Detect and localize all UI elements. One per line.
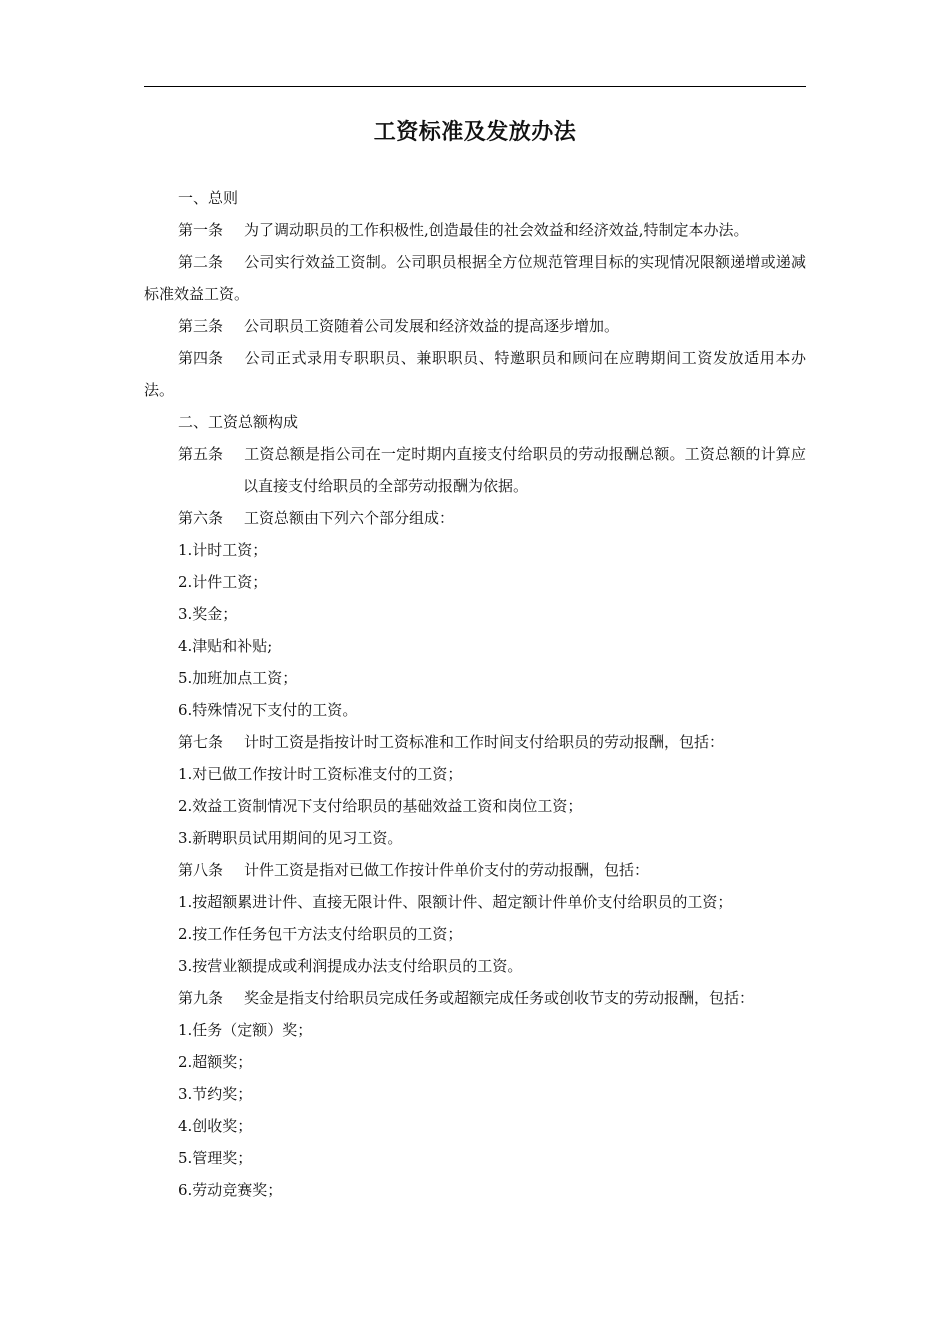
article-1: 第一条 为了调动职员的工作积极性,创造最佳的社会效益和经济效益,特制定本办法。	[144, 214, 806, 246]
header-rule	[144, 86, 806, 87]
document-body	[144, 182, 806, 1206]
list-item: 2.超额奖；	[178, 1053, 253, 1071]
article-6: 第六条 工资总额由下列六个部分组成：	[144, 502, 806, 534]
list-item: 1.按超额累进计件、直接无限计件、限额计件、超定额计件单价支付给职员的工资；	[178, 893, 733, 911]
list-item: 4.津贴和补贴;	[178, 637, 273, 655]
article-number: 第九条	[178, 989, 224, 1007]
article-2: 第二条 公司实行效益工资制。公司职员根据全方位规范管理目标的实现情况限额递增或递减标准效益工资。	[144, 246, 806, 310]
article-number: 第八条	[178, 861, 224, 879]
list-item: 3.奖金；	[178, 605, 238, 623]
list-item: 6.特殊情况下支付的工资。	[178, 701, 358, 719]
section-heading: 二、工资总额构成	[178, 413, 299, 431]
article-3: 第三条 公司职员工资随着公司发展和经济效益的提高逐步增加。	[144, 310, 806, 342]
list-item: 2.计件工资；	[178, 573, 268, 591]
list-item: 4.创收奖；	[178, 1117, 253, 1135]
article-5: 第五条 工资总额是指公司在一定时期内直接支付给职员的劳动报酬总额。工资总额的计算应以直接支付给职员的全部劳动报酬为依据。	[144, 438, 806, 502]
article-number: 第五条	[178, 445, 224, 463]
article-7: 第七条 计时工资是指按计时工资标准和工作时间支付给职员的劳动报酬，包括：	[144, 726, 806, 758]
article-4: 第四条 公司正式录用专职职员、兼职职员、特邀职员和顾问在应聘期间工资发放适用本办法。	[144, 342, 806, 406]
article-number: 第二条	[178, 253, 224, 271]
list-item: 1.计时工资；	[178, 541, 268, 559]
article-number: 第六条	[178, 509, 224, 527]
article-number: 第四条	[178, 349, 224, 367]
article-number: 第七条	[178, 733, 224, 751]
list-item: 1.任务（定额）奖；	[178, 1021, 313, 1039]
document-title: 工资标准及发放办法	[373, 119, 577, 145]
list-item: 2.按工作任务包干方法支付给职员的工资；	[178, 925, 463, 943]
list-item: 1.对已做工作按计时工资标准支付的工资；	[178, 765, 463, 783]
list-item: 5.加班加点工资；	[178, 669, 298, 687]
section-heading: 一、总则	[178, 189, 239, 207]
list-item: 5.管理奖；	[178, 1149, 253, 1167]
article-number: 第一条	[178, 221, 224, 239]
list-item: 6.劳动竞赛奖；	[178, 1181, 283, 1199]
article-9: 第九条 奖金是指支付给职员完成任务或超额完成任务或创收节支的劳动报酬，包括：	[144, 982, 806, 1014]
list-item: 3.节约奖；	[178, 1085, 253, 1103]
list-item: 3.新聘职员试用期间的见习工资。	[178, 829, 403, 847]
article-number: 第三条	[178, 317, 224, 335]
article-8: 第八条 计件工资是指对已做工作按计件单价支付的劳动报酬，包括：	[144, 854, 806, 886]
list-item: 2.效益工资制情况下支付给职员的基础效益工资和岗位工资；	[178, 797, 583, 815]
list-item: 3.按营业额提成或利润提成办法支付给职员的工资。	[178, 957, 523, 975]
